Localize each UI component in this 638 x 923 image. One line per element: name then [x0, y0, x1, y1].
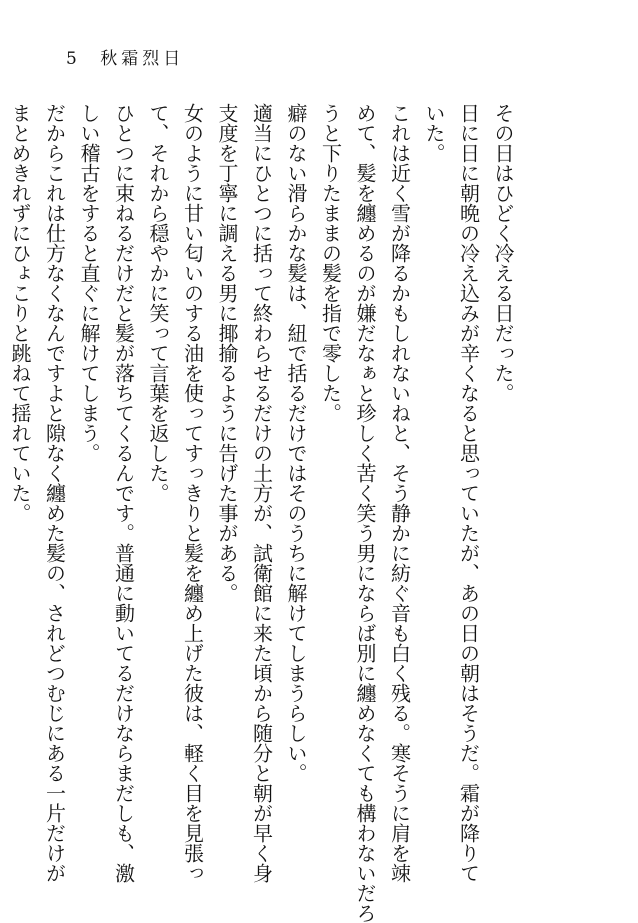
text-line: 支度を丁寧に調える男に揶揄るように告げた事がある。	[215, 103, 239, 603]
text-line: 女のように甘い匂いのする油を使ってすっきりと髪を纏め上げた彼は、軽く目を見張っ	[180, 103, 205, 883]
text-line: 癖のない滑らかな髪は、紐で括るだけではそのうちに解けてしまうらしい。	[284, 103, 308, 783]
text-line: いた。	[422, 103, 446, 163]
text-line: だからこれは仕方なくなんですよと隙なく纏めた髪の、されどつむじにある一片だけが	[42, 103, 67, 883]
body-text	[8, 103, 520, 923]
running-head	[66, 44, 184, 69]
page-number: 5	[66, 49, 81, 69]
text-line: しい稽古をすると直ぐに解けてしまう。	[77, 103, 101, 463]
text-line: めて、髪を纏めるのが嫌だなぁと珍しく苦く笑う男にならば別に纏めなくても構わないだろ	[353, 103, 377, 923]
text-line: 適当にひとつに括って終わらせるだけの土方が、試衛館に来た頃から随分と朝が早く身	[249, 103, 274, 883]
text-line: うと下りたままの髪を指で零した。	[318, 103, 343, 423]
text-line: まとめきれずにひょこりと跳ねて揺れていた。	[8, 103, 32, 523]
text-line: て、それから穏やかに笑って言葉を返した。	[146, 103, 170, 503]
text-line	[0, 103, 3, 833]
text-line: その日はひどく冷える日だった。	[491, 103, 515, 403]
text-line: ひとつに束ねるだけだと髪が落ちてくるんです。普通に動いてるだけならまだしも、激	[111, 103, 136, 883]
text-line: これは近く雪が降るかもしれないねと、そう静かに紡ぐ音も白く残る。寒そうに肩を竦	[387, 103, 412, 883]
text-line: 日に日に朝晩の冷え込みが辛くなると思っていたが、あの日の朝はそうだ。霜が降りて	[456, 103, 481, 883]
chapter-title: 秋霜烈日	[100, 49, 185, 69]
